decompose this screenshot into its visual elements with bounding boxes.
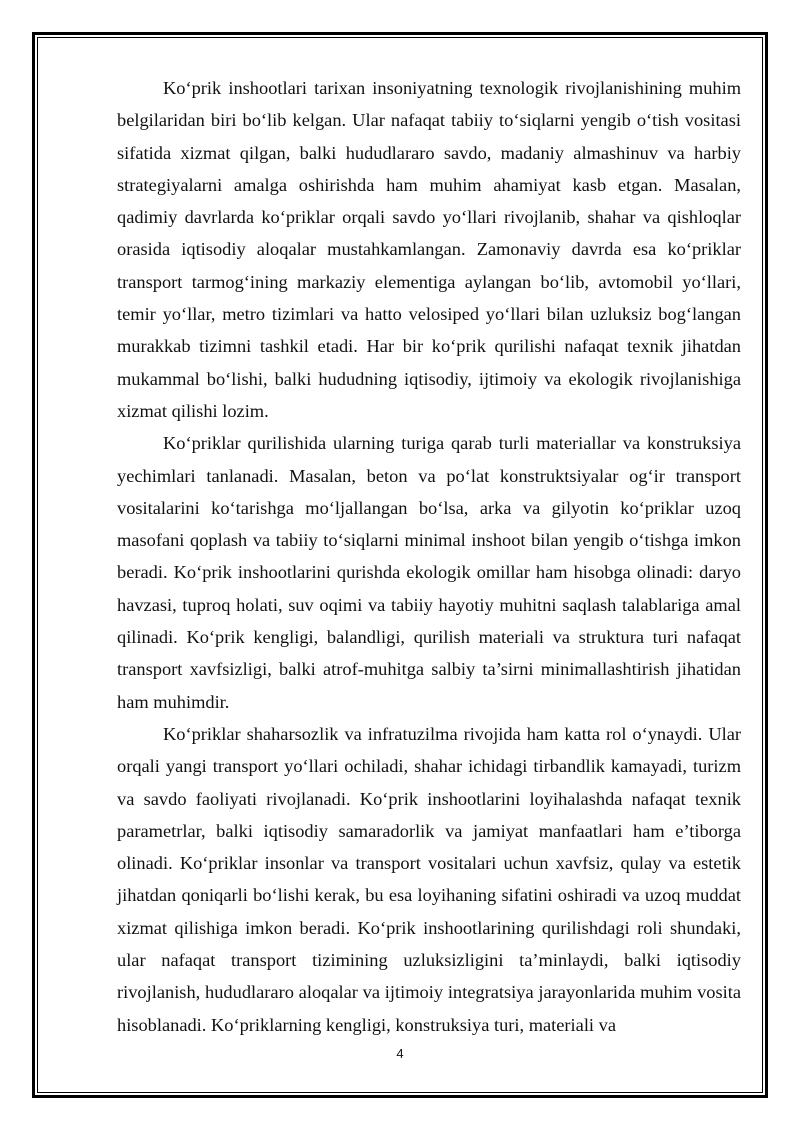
paragraph-1: Ko‘prik inshootlari tarixan insoniyatning texnologik rivojlanishining muhim belgilaridan biri bo‘lib kelgan. Ular nafaqat tabiiy to‘siqlarni yengib o‘tish vositasi sifatida xizmat qilgan, balki hududlararo savdo, madaniy almashinuv va harbiy strategiyalarni amalga oshirishda ham muhim ahamiyat kasb etgan. Masalan, qadimiy davrlarda ko‘priklar orqali savdo yo‘llari rivojlanib, shahar va qishloqlar orasida iqtisodiy aloqalar mustahkamlangan. Zamonaviy davrda esa ko‘priklar transport tarmog‘ining markaziy elementiga aylangan bo‘lib, avtomobil yo‘llari, temir yo‘llar, metro tizimlari va hatto velosiped yo‘llari bilan uzluksiz bog‘langan murakkab tizimni tashkil etadi. Har bir ko‘prik qurilishi nafaqat texnik jihatdan mukammal bo‘lishi, balki hududning iqtisodiy, ijtimoiy va ekologik rivojlanishiga xizmat qilishi lozim. [117, 78, 741, 421]
paragraph-2: Ko‘priklar qurilishida ularning turiga qarab turli materiallar va konstruksiya yechimlari tanlanadi. Masalan, beton va po‘lat konstruktsiyalar og‘ir transport vositalarini ko‘tarishga mo‘ljallangan bo‘lsa, arka va gilyotin ko‘priklar uzoq masofani qoplash va tabiiy to‘siqlarni minimal inshoot bilan yengib o‘tishga imkon beradi. Ko‘prik inshootlarini qurishda ekologik omillar ham hisobga olinadi: daryo havzasi, tuproq holati, suv oqimi va tabiiy hayotiy muhitni saqlash talablariga amal qilinadi. Ko‘prik kengligi, balandligi, qurilish materiali va struktura turi nafaqat transport xavfsizligi, balki atrof-muhitga salbiy ta’sirni minimallashtirish jihatidan ham muhimdir. [117, 433, 741, 712]
page-number: 4 [396, 1046, 404, 1061]
document-body [117, 72, 741, 1041]
paragraph-3: Ko‘priklar shaharsozlik va infratuzilma rivojida ham katta rol o‘ynaydi. Ular orqali yangi transport yo‘llari ochiladi, shahar ichidagi tirbandlik kamayadi, turizm va savdo faoliyati rivojlanadi. Ko‘prik inshootlarini loyihalashda nafaqat texnik parametrlar, balki iqtisodiy samaradorlik va jamiyat manfaatlari ham e’tiborga olinadi. Ko‘priklar insonlar va transport vositalari uchun xavfsiz, qulay va estetik jihatdan qoniqarli bo‘lishi kerak, bu esa loyihaning sifatini oshiradi va uzoq muddat xizmat qilishiga imkon beradi. Ko‘prik inshootlarining qurilishdagi roli shundaki, ular nafaqat transport tizimining uzluksizligini ta’minlaydi, balki iqtisodiy rivojlanish, hududlararo aloqalar va ijtimoiy integratsiya jarayonlarida muhim vosita hisoblanadi. Ko‘priklarning kengligi, konstruksiya turi, materiali va [117, 723, 741, 1035]
